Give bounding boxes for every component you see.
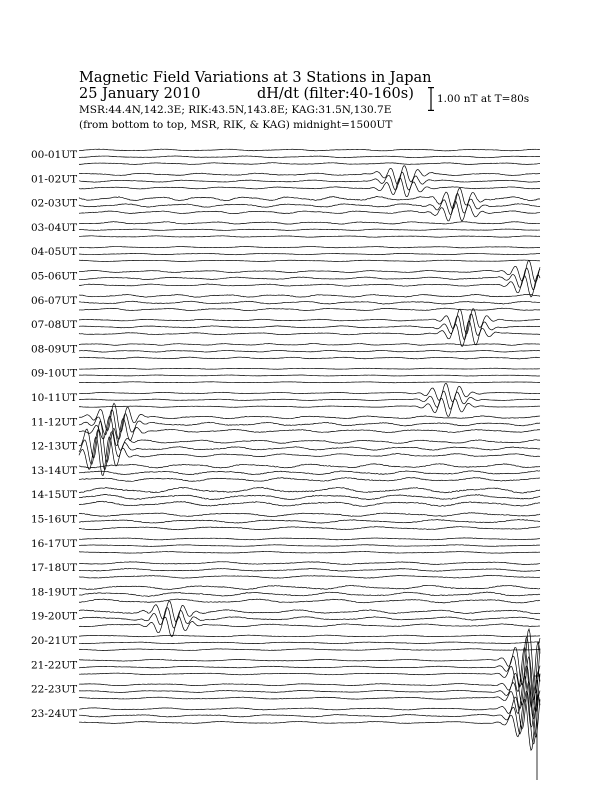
trace-msr [79, 308, 540, 311]
trace-kag [79, 562, 540, 565]
trace-rik [79, 156, 540, 158]
trace-kag [79, 343, 540, 345]
hour-label: 12-13UT [31, 440, 78, 453]
hour-label: 23-24UT [31, 707, 78, 720]
hour-label: 00-01UT [31, 149, 78, 161]
trace-msr [79, 575, 540, 578]
trace-kag [79, 601, 540, 622]
trace-rik [79, 471, 540, 475]
trace-rik [79, 637, 540, 700]
trace-rik [79, 375, 540, 376]
trace-kag [79, 464, 540, 468]
hour-label: 04-05UT [31, 246, 78, 259]
hour-label: 20-21UT [31, 635, 78, 647]
trace-rik [79, 592, 540, 596]
trace-msr [79, 501, 540, 506]
trace-rik [79, 430, 540, 470]
hour-label: 19-20UT [31, 610, 78, 623]
trace-kag [79, 149, 540, 151]
trace-msr [79, 178, 540, 197]
hour-label: 17-18UT [31, 562, 78, 575]
trace-kag [79, 629, 540, 693]
trace-rik [79, 410, 540, 440]
trace-kag [79, 222, 540, 224]
hour-label: 05-06UT [31, 270, 78, 283]
trace-kag [79, 368, 540, 369]
trace-rik [79, 519, 540, 523]
trace-msr [79, 642, 540, 707]
scale-label: 1.00 nT at T=80s [437, 93, 530, 105]
trace-msr [79, 478, 540, 482]
hour-label: 13-14UT [31, 464, 78, 477]
trace-kag [79, 682, 540, 737]
trace-kag [79, 538, 540, 540]
trace-msr [79, 201, 540, 221]
hour-label: 18-19UT [31, 586, 78, 599]
trace-kag [79, 487, 540, 493]
trace-rik [79, 268, 540, 290]
hour-label: 10-11UT [31, 392, 78, 404]
trace-msr [79, 416, 540, 446]
trace-msr [79, 695, 540, 750]
hour-label: 22-23UT [31, 683, 78, 696]
trace-msr [79, 260, 540, 261]
trace-rik [79, 229, 540, 230]
trace-msr [79, 437, 540, 476]
chart-title: Magnetic Field Variations at 3 Stations in Japan [79, 70, 432, 86]
hour-label: 11-12UT [31, 416, 78, 429]
trace-msr [79, 163, 540, 165]
trace-msr [79, 672, 540, 727]
trace-rik [79, 253, 540, 254]
hour-label: 09-10UT [31, 367, 78, 380]
trace-msr [79, 399, 540, 417]
trace-rik [79, 545, 540, 547]
trace-msr [79, 599, 540, 603]
trace-msr [79, 321, 540, 347]
chart-date: 25 January 2010 [79, 86, 201, 102]
trace-rik [79, 568, 540, 571]
trace-kag [79, 246, 540, 247]
hour-label: 14-15UT [31, 489, 78, 502]
trace-kag [79, 657, 540, 712]
trace-kag [79, 585, 540, 589]
trace-rik [79, 494, 540, 499]
hour-label: 15-16UT [31, 513, 78, 526]
hour-label: 06-07UT [31, 294, 78, 307]
trace-msr [79, 236, 540, 237]
trace-kag [79, 383, 540, 401]
hour-label: 07-08UT [31, 319, 78, 332]
trace-kag [79, 403, 540, 432]
trace-rik [79, 350, 540, 352]
station-coordinates: MSR:44.4N,142.3E; RIK:43.5N,143.8E; KAG:31.5N,130.7E [79, 104, 392, 116]
trace-msr [79, 527, 540, 530]
trace-kag [79, 294, 540, 297]
trace-msr [79, 552, 540, 554]
trace-rik [79, 642, 540, 644]
trace-kag [79, 635, 540, 637]
trace-rik [79, 691, 540, 744]
trace-msr [79, 617, 540, 637]
hour-label: 02-03UT [31, 197, 78, 210]
trace-kag [79, 513, 540, 517]
trace-kag [79, 188, 540, 209]
trace-msr [79, 649, 540, 651]
trace-kag [79, 309, 540, 334]
hour-label: 03-04UT [31, 221, 78, 234]
hour-label: 08-09UT [31, 343, 78, 356]
hour-label: 16-17UT [31, 537, 78, 550]
trace-msr [79, 357, 540, 359]
trace-rik [79, 301, 540, 304]
trace-msr [79, 382, 540, 383]
hour-label: 21-22UT [31, 659, 78, 672]
filter-label: dH/dt (filter:40-160s) [257, 86, 414, 102]
hour-label: 01-02UT [31, 173, 78, 186]
trace-rik [79, 172, 540, 190]
trace-order-note: (from bottom to top, MSR, RIK, & KAG) midnight=1500UT [79, 119, 393, 131]
